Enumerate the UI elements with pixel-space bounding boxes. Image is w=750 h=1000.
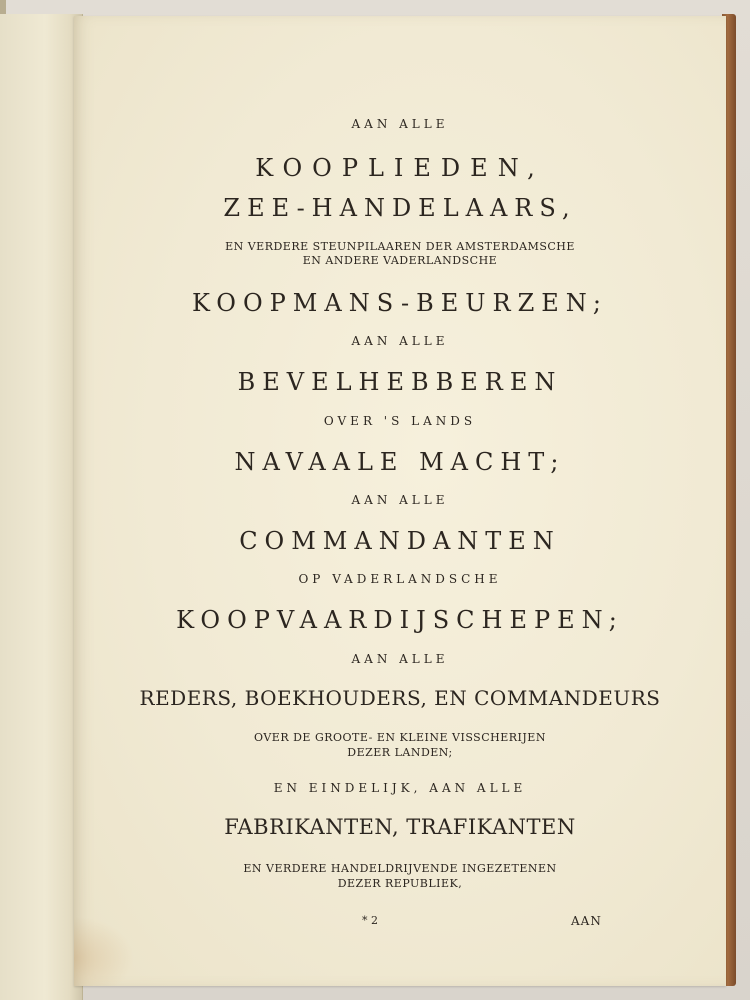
dedication-subline: OVER DE GROOTE- EN KLEINE VISSCHERIJEN <box>254 731 546 744</box>
dedication-line: OP VADERLANDSCHE <box>298 572 502 586</box>
dedication-line: OVER 'S LANDS <box>323 414 477 428</box>
signature-mark: * 2 <box>362 914 378 927</box>
dedication-subline: DEZER LANDEN; <box>347 746 453 759</box>
dedication-page <box>74 16 726 986</box>
dedication-heading: FABRIKANTEN, TRAFIKANTEN <box>224 815 576 839</box>
dedication-line: AAN ALLE <box>351 334 449 348</box>
dedication-text <box>74 16 726 986</box>
dedication-line: AAN ALLE <box>351 493 449 507</box>
left-page-edge <box>0 14 83 1000</box>
dedication-subline: EN VERDERE STEUNPILAAREN DER AMSTERDAMSCHE <box>225 240 575 253</box>
dedication-heading: REDERS, BOEKHOUDERS, EN COMMANDEURS <box>139 686 661 710</box>
dedication-line: AAN ALLE <box>351 652 449 666</box>
dedication-heading: NAVAALE MACHT; <box>234 448 566 476</box>
dedication-heading: KOOPLIEDEN, <box>255 154 545 182</box>
dedication-heading: COMMANDANTEN <box>239 527 561 555</box>
dedication-line: EN EINDELIJK, AAN ALLE <box>273 781 527 795</box>
dedication-heading: BEVELHEBBEREN <box>237 368 563 396</box>
dedication-subline: EN VERDERE HANDELDRIJVENDE INGEZETENEN <box>243 862 557 875</box>
dedication-line: AAN ALLE <box>351 117 449 131</box>
dedication-subline: DEZER REPUBLIEK, <box>337 877 463 890</box>
catchword: AAN <box>571 914 602 928</box>
dedication-heading: ZEE-HANDELAARS, <box>223 194 577 222</box>
dedication-heading: KOOPMANS-BEURZEN; <box>192 289 608 317</box>
dedication-heading: KOOPVAARDIJSCHEPEN; <box>176 606 624 634</box>
dedication-subline: EN ANDERE VADERLANDSCHE <box>302 254 498 267</box>
